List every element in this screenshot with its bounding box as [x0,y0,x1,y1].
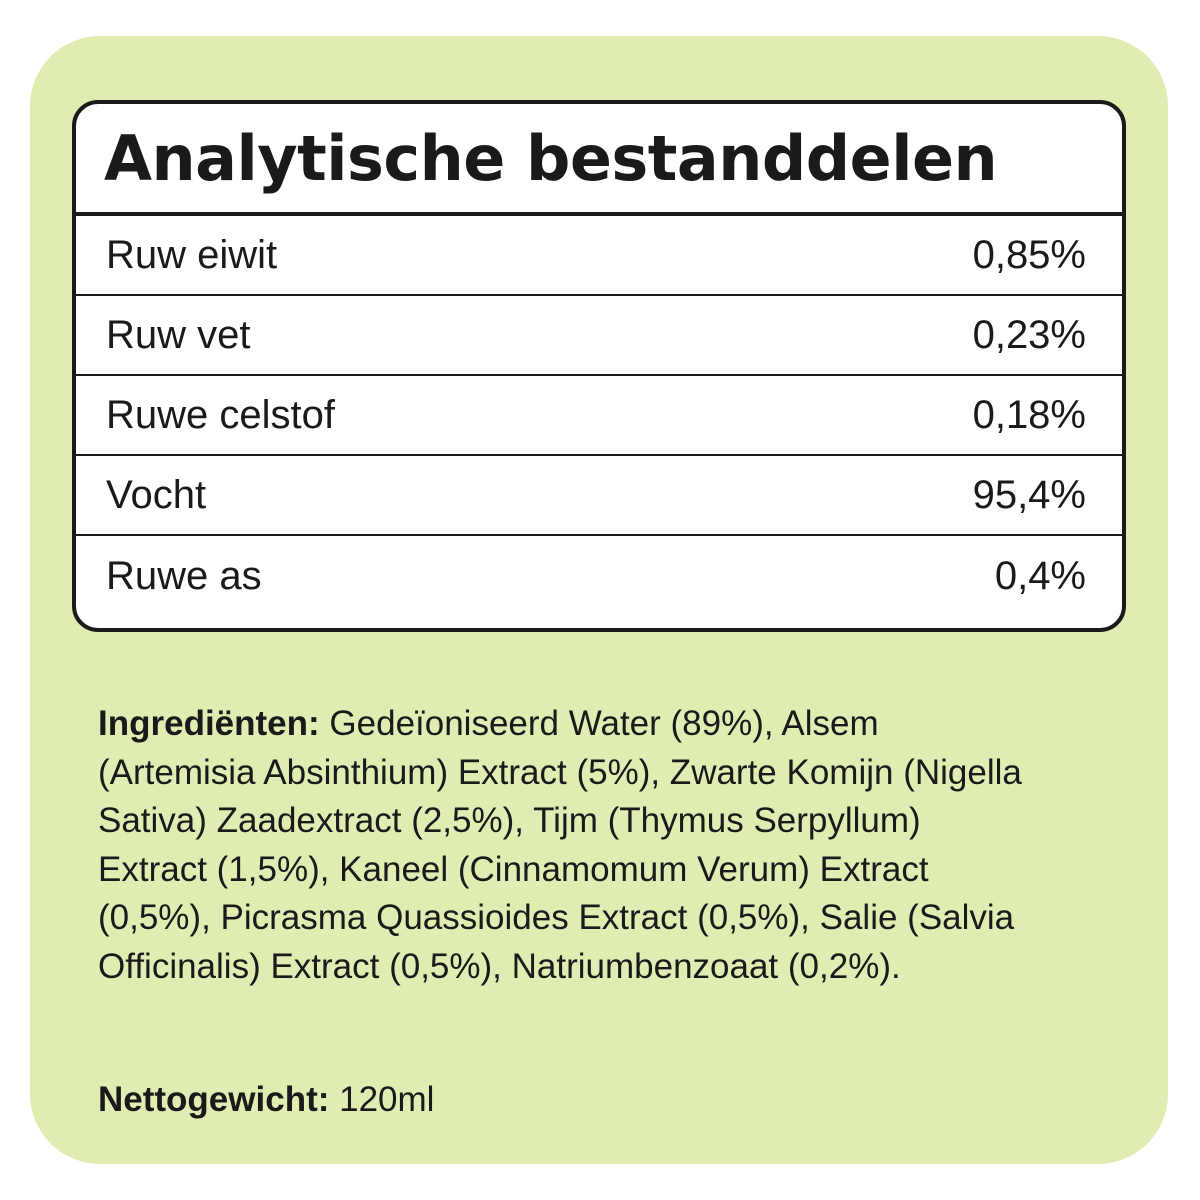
net-weight [98,1076,434,1124]
row-label: Vocht [106,472,207,517]
table-row [76,216,1122,296]
row-label: Ruw vet [106,312,251,357]
row-label: Ruwe celstof [106,392,335,437]
info-panel [30,36,1168,1164]
ingredients-label: Ingrediënten: [98,704,320,743]
row-value: 0,18% [972,392,1086,437]
ingredients-text [98,700,1038,991]
table-row [76,536,1122,616]
table-row [76,456,1122,536]
row-label: Ruw eiwit [106,232,278,277]
row-value: 0,4% [994,553,1086,598]
row-value: 95,4% [972,472,1086,517]
row-label: Ruwe as [106,553,262,598]
table-title: Analytische bestanddelen [76,104,1122,216]
row-value: 0,23% [972,312,1086,357]
table-row [76,376,1122,456]
table-row [76,296,1122,376]
ingredients-list: Gedeïoniseerd Water (89%), Alsem (Artemisia Absinthium) Extract (5%), Zwarte Komijn (Nigella Sativa) Zaadextract (2,5%), Tijm (Thymus Serpyllum) Extract (1,5%), Kaneel (Cinnamomum Verum) Extract (0,5%), Picrasma Quassioides Extract (0,5%), Salie (Salvia Officinalis) Extract (0,5%), Natriumbenzoaat (0,2%). [98,704,1022,986]
row-value: 0,85% [972,232,1086,277]
net-weight-value: 120ml [329,1080,435,1119]
analytical-constituents-table [72,100,1126,632]
net-weight-label: Nettogewicht: [98,1080,330,1119]
